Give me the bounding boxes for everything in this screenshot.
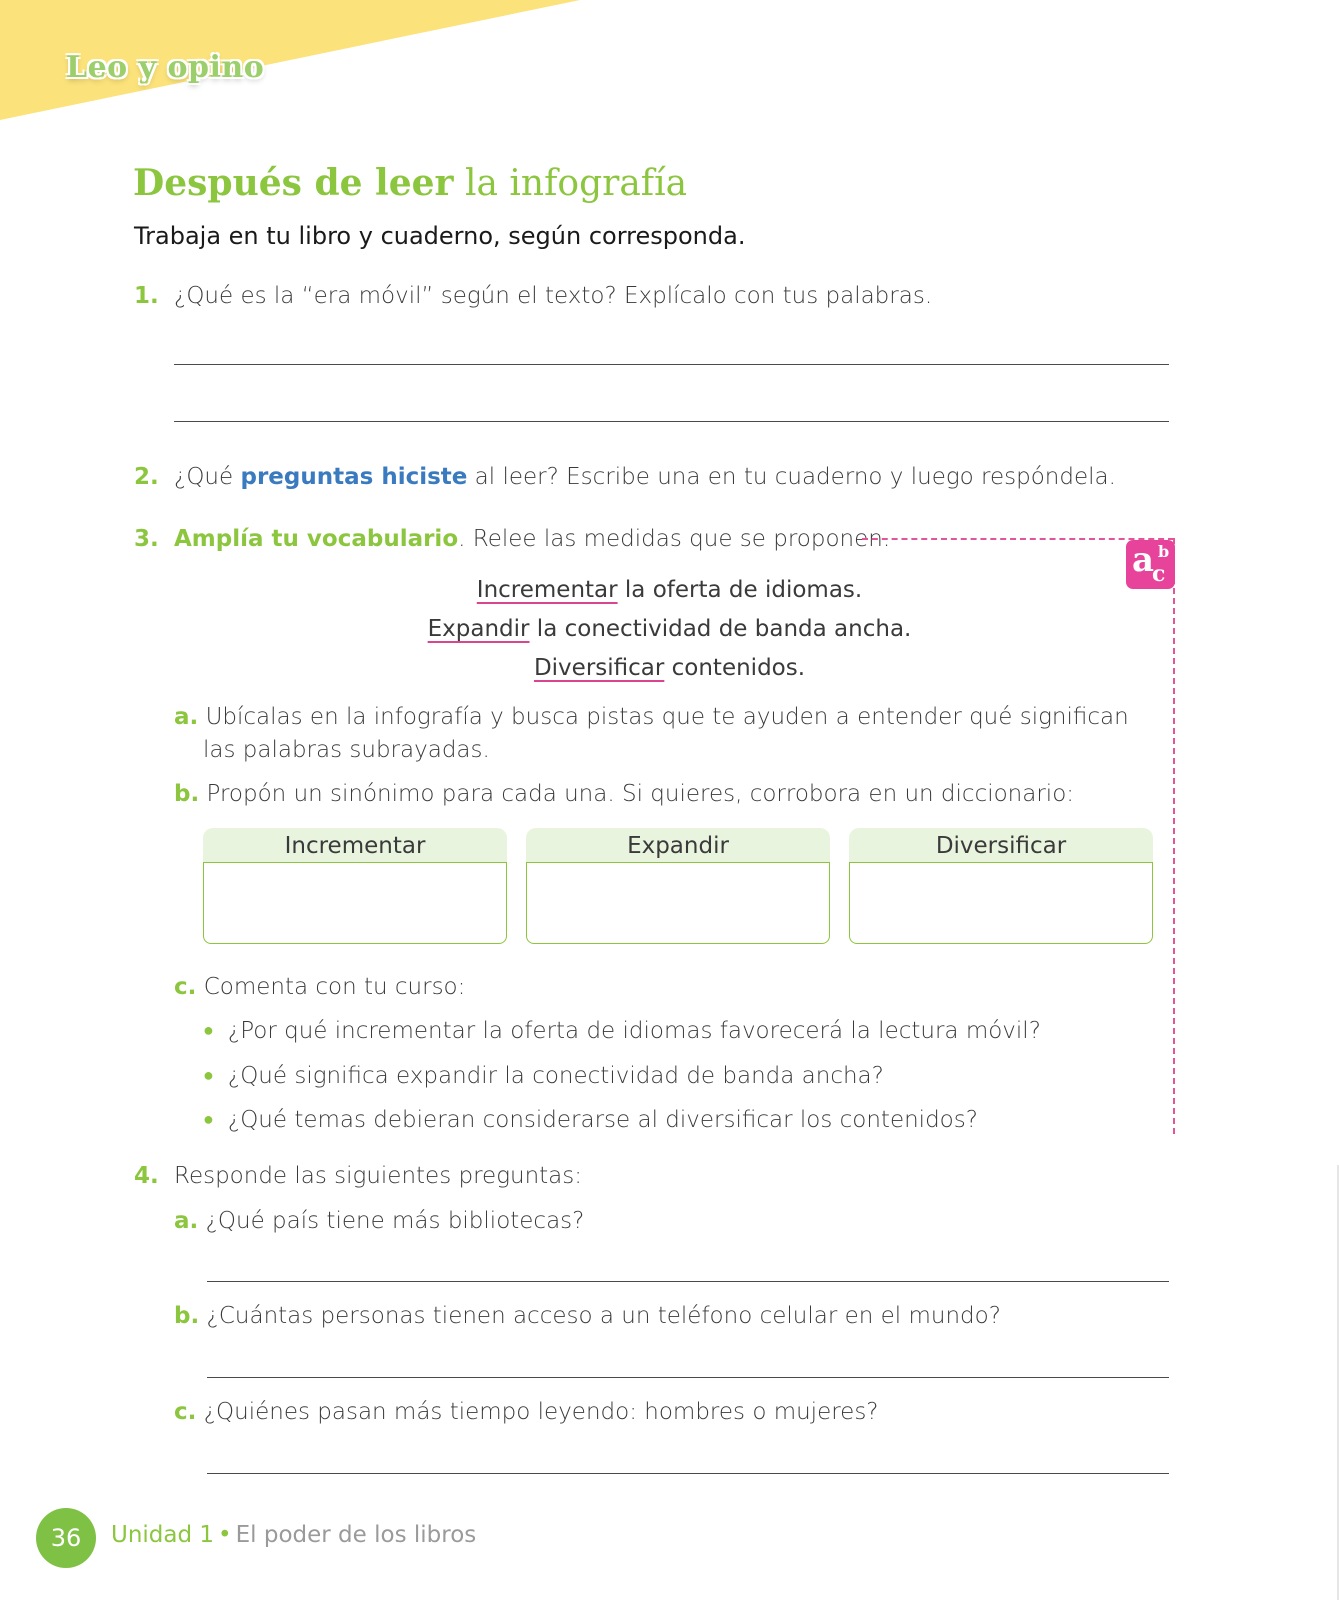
subquestion-b	[174, 781, 1074, 807]
subquestion-text: ¿Quiénes pasan más tiempo leyendo: hombres o mujeres?	[203, 1399, 879, 1425]
question-text-pre: ¿Qué	[174, 464, 241, 490]
synonym-answer-area[interactable]	[526, 862, 830, 944]
subquestion-letter: c.	[174, 974, 197, 1000]
measure-rest: la conectividad de banda ancha.	[529, 616, 912, 642]
subquestion-4b	[174, 1303, 1001, 1329]
subquestion-4a	[174, 1208, 584, 1234]
subquestion-letter: a.	[174, 1208, 199, 1234]
discussion-bullet	[203, 1063, 884, 1089]
question-4	[134, 1163, 582, 1189]
footer-unit-title	[111, 1522, 476, 1548]
synonym-box-incrementar	[203, 828, 507, 944]
bullet-text: ¿Por qué incrementar la oferta de idiomas favorecerá la lectura móvil?	[227, 1018, 1041, 1044]
measure-line	[0, 616, 1339, 642]
underlined-word: Incrementar	[476, 577, 618, 603]
answer-line[interactable]	[207, 1377, 1169, 1378]
bullet-icon: ●	[203, 1065, 214, 1086]
bullet-icon: ●	[203, 1109, 214, 1130]
synonym-answer-area[interactable]	[203, 862, 507, 944]
underlined-word: Diversificar	[533, 655, 665, 681]
page-title-light: la infografía	[464, 163, 688, 204]
abc-vocabulary-icon: a b c	[1126, 540, 1175, 589]
synonym-box-header: Expandir	[526, 828, 830, 862]
subquestion-letter: b.	[174, 1303, 200, 1329]
answer-line[interactable]	[174, 421, 1169, 422]
footer-title: El poder de los libros	[235, 1522, 477, 1548]
subquestion-c	[174, 974, 465, 1000]
footer-separator: •	[218, 1522, 232, 1548]
measure-line	[0, 655, 1339, 681]
bullet-text: ¿Qué significa expandir la conectividad de banda ancha?	[227, 1063, 884, 1089]
measure-rest: la oferta de idiomas.	[617, 577, 863, 603]
discussion-bullet	[203, 1107, 978, 1133]
synonym-answer-area[interactable]	[849, 862, 1153, 944]
strategy-highlight: preguntas hiciste	[240, 464, 468, 490]
question-number: 2.	[134, 464, 159, 490]
underlined-word: Expandir	[427, 616, 530, 642]
question-2	[134, 464, 1116, 490]
question-text: ¿Qué es la “era móvil” según el texto? Explícalo con tus palabras.	[174, 283, 933, 309]
discussion-bullet	[203, 1018, 1041, 1044]
question-text-post: . Relee las medidas que se proponen.	[458, 526, 891, 552]
vocabulary-highlight: Amplía tu vocabulario	[174, 526, 459, 552]
synonym-box-expandir	[526, 828, 830, 944]
page-title-strong: Después de leer	[133, 162, 454, 204]
page-number: 36	[36, 1508, 96, 1568]
synonym-box-header: Diversificar	[849, 828, 1153, 862]
subquestion-a	[174, 704, 1129, 730]
question-3	[134, 526, 890, 552]
subquestion-text: ¿Cuántas personas tienen acceso a un teléfono celular en el mundo?	[206, 1303, 1001, 1329]
subquestion-letter: c.	[174, 1399, 197, 1425]
bullet-icon: ●	[203, 1020, 214, 1041]
subquestion-text: Propón un sinónimo para cada una. Si quieres, corrobora en un diccionario:	[206, 781, 1075, 807]
question-number: 4.	[134, 1163, 159, 1189]
answer-line[interactable]	[207, 1473, 1169, 1474]
bullet-text: ¿Qué temas debieran considerarse al diversificar los contenidos?	[227, 1107, 978, 1133]
subquestion-text: Ubícalas en la infografía y busca pistas que te ayuden a entender qué significan	[205, 704, 1129, 730]
vocabulary-dashed-border-top	[862, 538, 1174, 540]
answer-line[interactable]	[207, 1281, 1169, 1282]
measure-rest: contenidos.	[664, 655, 806, 681]
section-label: Leo y opino	[66, 50, 265, 85]
synonym-box-diversificar	[849, 828, 1153, 944]
page-title	[133, 162, 687, 204]
answer-line[interactable]	[174, 364, 1169, 365]
subquestion-letter: a.	[174, 704, 199, 730]
subquestion-letter: b.	[174, 781, 200, 807]
question-text: Responde las siguientes preguntas:	[174, 1163, 583, 1189]
subquestion-4c	[174, 1399, 879, 1425]
instruction-text: Trabaja en tu libro y cuaderno, según corresponda.	[134, 222, 746, 250]
footer-unit: Unidad 1	[111, 1522, 215, 1548]
subquestion-text: Comenta con tu curso:	[203, 974, 466, 1000]
question-1	[134, 283, 932, 309]
question-number: 1.	[134, 283, 159, 309]
measure-line	[0, 577, 1339, 603]
synonym-box-header: Incrementar	[203, 828, 507, 862]
subquestion-text: ¿Qué país tiene más bibliotecas?	[205, 1208, 585, 1234]
question-number: 3.	[134, 526, 159, 552]
question-text-post: al leer? Escribe una en tu cuaderno y luego respóndela.	[467, 464, 1116, 490]
subquestion-a-continued: las palabras subrayadas.	[203, 737, 490, 763]
